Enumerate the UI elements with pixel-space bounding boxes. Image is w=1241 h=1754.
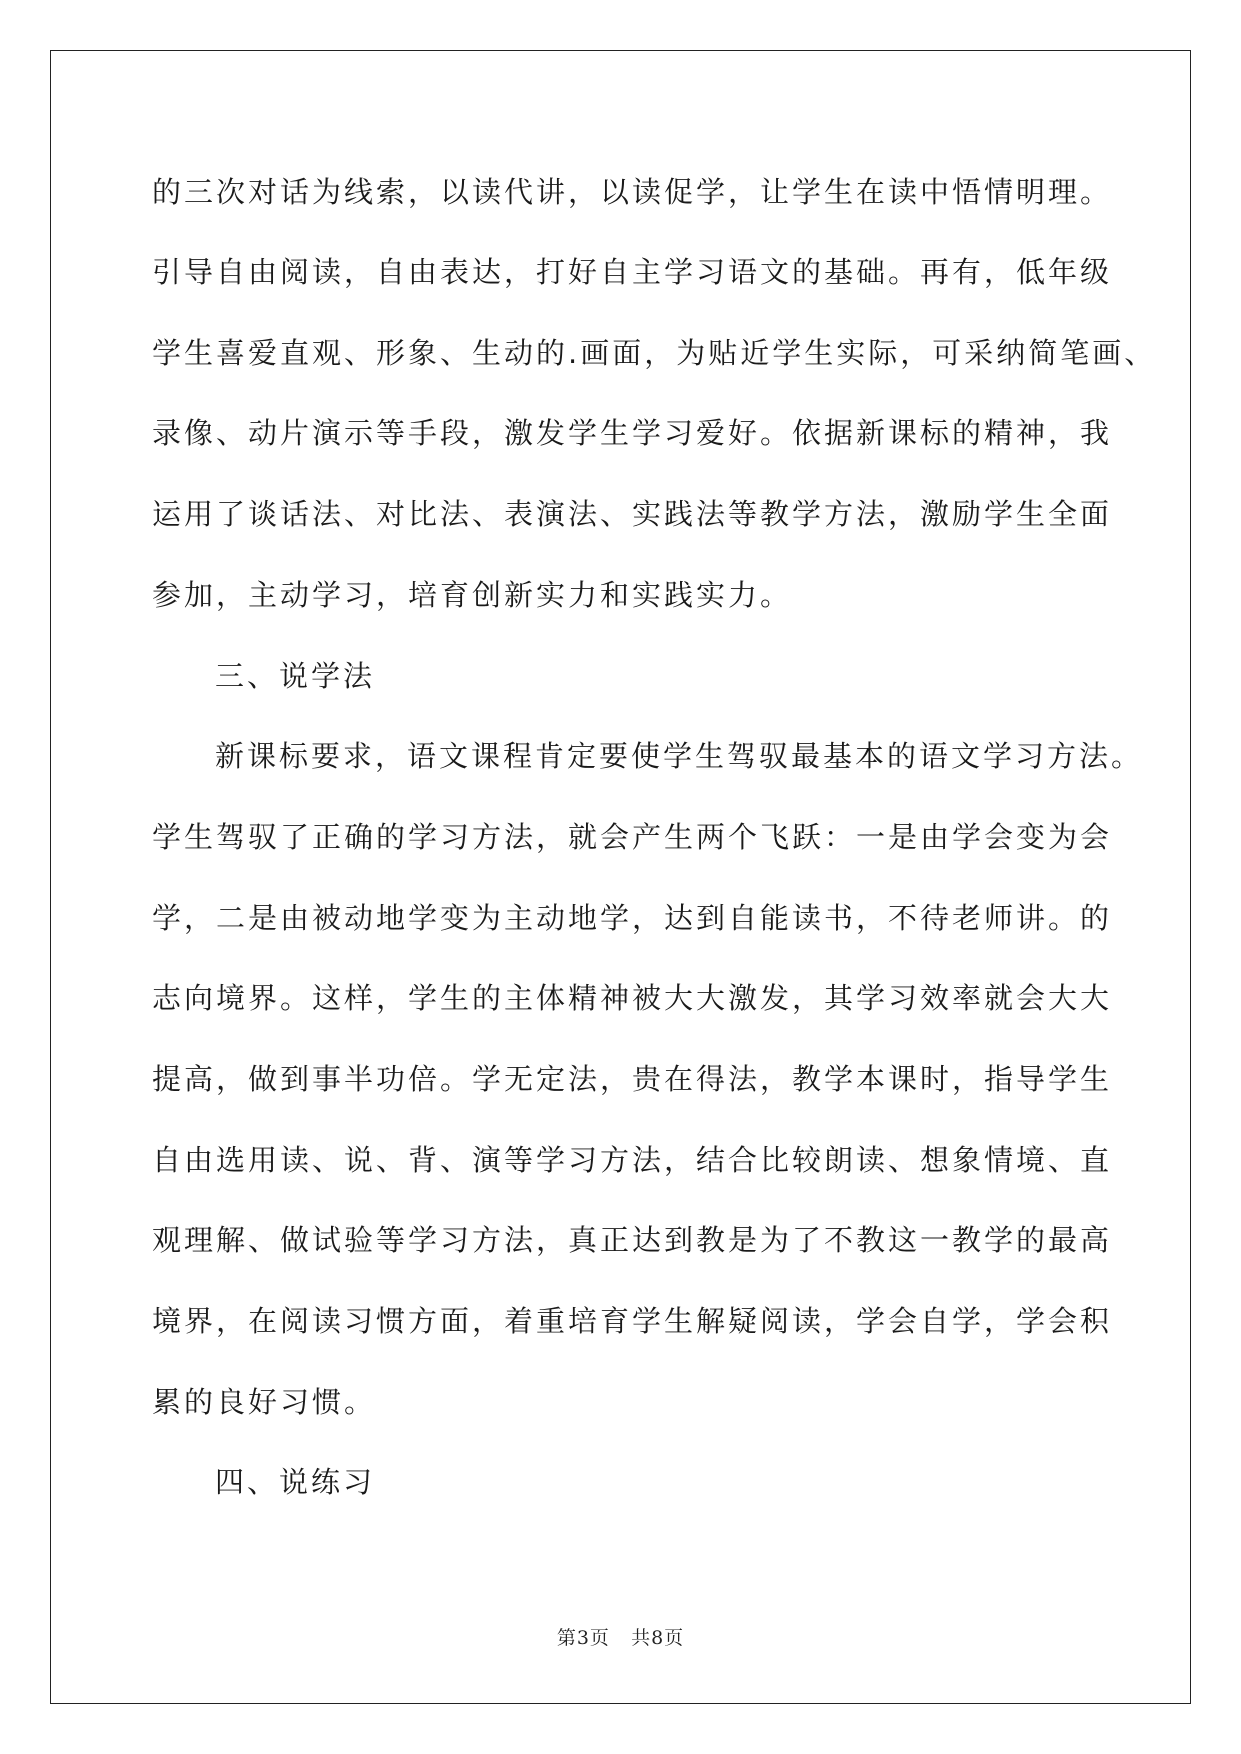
text-line: 参加，主动学习，培育创新实力和实践实力。 <box>152 578 793 612</box>
text-line: 学生喜爱直观、形象、生动的.画面，为贴近学生实际，可采纳简笔画、 <box>152 336 1157 370</box>
text-line: 运用了谈话法、对比法、表演法、实践法等教学方法，激励学生全面 <box>152 497 1113 531</box>
text-line: 提高，做到事半功倍。学无定法，贵在得法，教学本课时，指导学生 <box>152 1062 1113 1096</box>
page-footer <box>0 1625 1241 1651</box>
section-heading: 四、说练习 <box>215 1465 376 1499</box>
page-number: 第3页 <box>556 1627 610 1649</box>
text-line: 自由选用读、说、背、演等学习方法，结合比较朗读、想象情境、直 <box>152 1143 1113 1177</box>
text-line: 的三次对话为线索，以读代讲，以读促学，让学生在读中悟情明理。 <box>152 175 1113 209</box>
text-line: 引导自由阅读，自由表达，打好自主学习语文的基础。再有，低年级 <box>152 255 1113 289</box>
text-line: 观理解、做试验等学习方法，真正达到教是为了不教这一教学的最高 <box>152 1223 1113 1257</box>
text-line: 学生驾驭了正确的学习方法，就会产生两个飞跃：一是由学会变为会 <box>152 820 1113 854</box>
text-line: 境界，在阅读习惯方面，着重培育学生解疑阅读，学会自学，学会积 <box>152 1304 1113 1338</box>
text-line: 累的良好习惯。 <box>152 1385 377 1419</box>
text-line: 志向境界。这样，学生的主体精神被大大激发，其学习效率就会大大 <box>152 981 1113 1015</box>
page-total: 共8页 <box>631 1627 685 1649</box>
text-line: 新课标要求，语文课程肯定要使学生驾驭最基本的语文学习方法。 <box>215 739 1144 773</box>
section-heading: 三、说学法 <box>215 659 376 693</box>
page-border <box>50 50 1191 1704</box>
text-line: 录像、动片演示等手段，激发学生学习爱好。依据新课标的精神，我 <box>152 416 1113 450</box>
text-line: 学，二是由被动地学变为主动地学，达到自能读书，不待老师讲。的 <box>152 901 1113 935</box>
